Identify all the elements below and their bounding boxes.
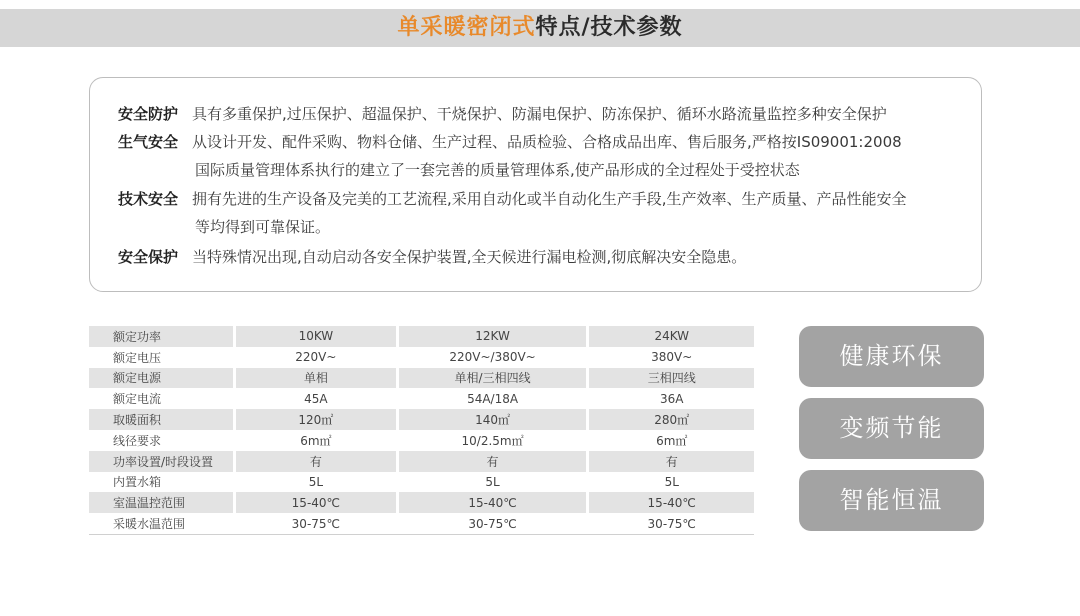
feature-row (118, 104, 887, 124)
spec-value: 15-40℃ (588, 492, 754, 513)
table-row (89, 409, 754, 430)
feature-label: 安全防护 (118, 105, 179, 123)
spec-value: 30-75℃ (235, 513, 398, 534)
spec-table (89, 326, 754, 534)
feature-label: 技术安全 (118, 190, 179, 208)
feature-text: 从设计开发、配件采购、物料仓储、生产过程、品质检验、合格成品出库、售后服务,严格按IS09001:2008 (192, 133, 902, 151)
spec-label: 功率设置/时段设置 (89, 451, 235, 472)
spec-value: 120㎡ (235, 409, 398, 430)
spec-label: 额定功率 (89, 326, 235, 347)
spec-value: 6m㎡ (588, 430, 754, 451)
spec-value: 220V~ (235, 347, 398, 368)
spec-value: 有 (235, 451, 398, 472)
spec-value: 220V~/380V~ (397, 347, 588, 368)
spec-value: 5L (588, 472, 754, 493)
spec-value: 单相/三相四线 (397, 368, 588, 389)
table-row (89, 492, 754, 513)
feature-text: 拥有先进的生产设备及完美的工艺流程,采用自动化或半自动化生产手段,生产效率、生产质量、产品性能安全 (192, 190, 907, 208)
table-row (89, 472, 754, 493)
feature-row (118, 247, 746, 267)
title-highlight: 单采暖密闭式 (397, 15, 536, 40)
table-row (89, 326, 754, 347)
spec-value: 140㎡ (397, 409, 588, 430)
feature-label: 生气安全 (118, 133, 179, 151)
title-rest: 特点/技术参数 (535, 15, 683, 40)
table-divider (89, 534, 754, 535)
feature-box (89, 77, 982, 292)
table-row (89, 430, 754, 451)
table-row (89, 388, 754, 409)
spec-value: 15-40℃ (235, 492, 398, 513)
spec-value: 5L (397, 472, 588, 493)
page-title (0, 9, 1080, 47)
spec-label: 内置水箱 (89, 472, 235, 493)
spec-label: 取暖面积 (89, 409, 235, 430)
feature-text: 当特殊情况出现,自动启动各安全保护装置,全天候进行漏电检测,彻底解决安全隐患。 (192, 248, 747, 266)
spec-value: 380V~ (588, 347, 754, 368)
tag-eco-friendly: 健康环保 (799, 326, 984, 387)
spec-label: 线径要求 (89, 430, 235, 451)
feature-label: 安全保护 (118, 248, 179, 266)
spec-value: 30-75℃ (588, 513, 754, 534)
spec-value: 280㎡ (588, 409, 754, 430)
spec-value: 三相四线 (588, 368, 754, 389)
spec-value: 15-40℃ (397, 492, 588, 513)
spec-value: 12KW (397, 326, 588, 347)
table-row (89, 513, 754, 534)
table-row (89, 347, 754, 368)
spec-value: 6m㎡ (235, 430, 398, 451)
feature-continuation: 国际质量管理体系执行的建立了一套完善的质量管理体系,使产品形成的全过程处于受控状态 (195, 161, 800, 179)
table-row (89, 368, 754, 389)
spec-value: 45A (235, 388, 398, 409)
spec-value: 5L (235, 472, 398, 493)
spec-value: 有 (588, 451, 754, 472)
feature-row (118, 189, 907, 209)
spec-value: 单相 (235, 368, 398, 389)
spec-label: 采暖水温范围 (89, 513, 235, 534)
spec-value: 36A (588, 388, 754, 409)
feature-row (118, 132, 902, 152)
spec-label: 额定电源 (89, 368, 235, 389)
spec-value: 30-75℃ (397, 513, 588, 534)
feature-continuation: 等均得到可靠保证。 (195, 218, 331, 236)
spec-label: 额定电压 (89, 347, 235, 368)
spec-value: 10/2.5m㎡ (397, 430, 588, 451)
spec-label: 额定电流 (89, 388, 235, 409)
spec-value: 10KW (235, 326, 398, 347)
feature-text: 具有多重保护,过压保护、超温保护、干烧保护、防漏电保护、防冻保护、循环水路流量监控多种安全保护 (192, 105, 887, 123)
tag-smart-constant-temp: 智能恒温 (799, 470, 984, 531)
spec-label: 室温温控范围 (89, 492, 235, 513)
table-row (89, 451, 754, 472)
spec-value: 24KW (588, 326, 754, 347)
spec-value: 54A/18A (397, 388, 588, 409)
spec-value: 有 (397, 451, 588, 472)
tag-inverter-energy-saving: 变频节能 (799, 398, 984, 459)
